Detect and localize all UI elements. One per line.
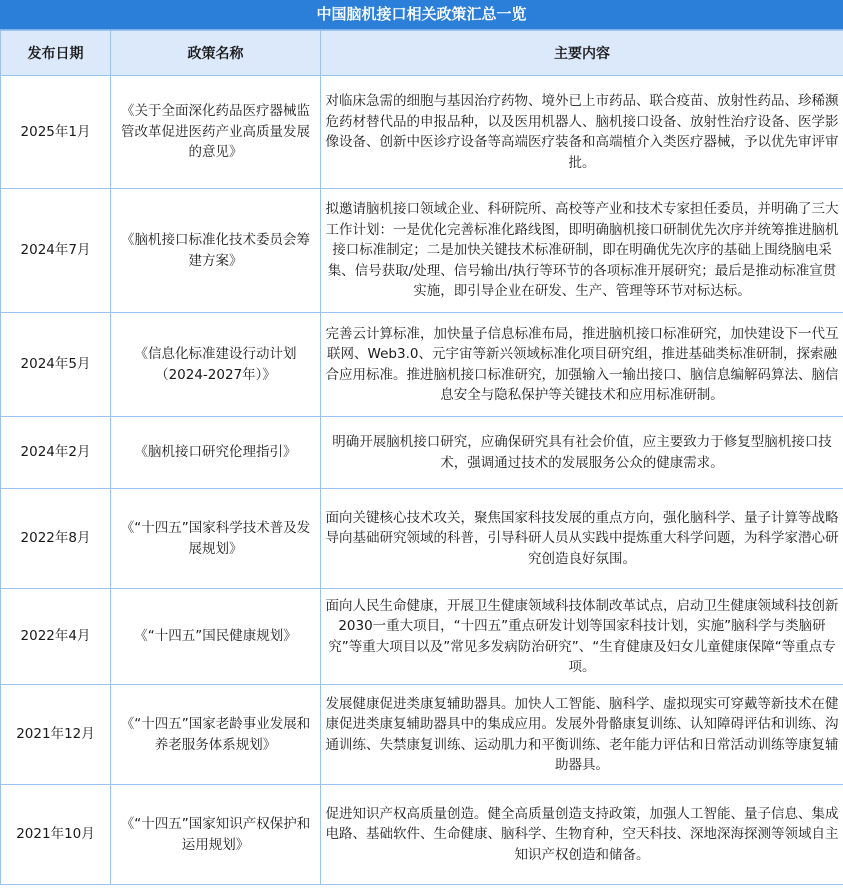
- row-policy-name: 《“十四五”国民健康规划》: [111, 589, 321, 685]
- row-main-content: 对临床急需的细胞与基因治疗药物、境外已上市药品、联合疫苗、放射性药品、珍稀濒危药材替代品的申报品种，以及医用机器人、脑机接口设备、放射性治疗设备、医学影像设备、创新中医诊疗设备等高端医疗装备和高端植介入类医疗器械，予以优先审评审批。: [321, 76, 843, 189]
- table-title: 中国脑机接口相关政策汇总一览: [0, 0, 843, 30]
- row-main-content: 拟邀请脑机接口领域企业、科研院所、高校等产业和技术专家担任委员，并明确了三大工作计划：一是优化完善标准化路线图，即明确脑机接口研制优先次序并统筹推进脑机接口标准制定；二是加快关键技术标准研制，即在明确优先次序的基础上围绕脑电采集、信号获取/处理、信号输出/执行等环节的各项标准开展研究；最后是推动标准宣贯实施，即引导企业在研发、生产、管理等环节对标达标。: [321, 189, 843, 313]
- row-main-content: 完善云计算标准，加快量子信息标准布局，推进脑机接口标准研究，加快建设下一代互联网、Web3.0、元宇宙等新兴领域标准化项目研究组，推进基础类标准研制，探索融合应用标准。推进脑机接口标准研究，加强输入一输出接口、脑信息编解码算法、脑信息安全与隐私保护等关键技术和应用标准研制。: [321, 313, 843, 417]
- row-main-content: 促进知识产权高质量创造。健全高质量创造支持政策，加强人工智能、量子信息、集成电路、基础软件、生命健康、脑科学、生物育种，空天科技、深地深海探测等领域自主知识产权创造和储备。: [321, 785, 843, 885]
- table-row: [1, 785, 843, 885]
- table-row: [1, 313, 843, 417]
- table-row: [1, 417, 843, 489]
- table-row: [1, 189, 843, 313]
- table-row: [1, 489, 843, 589]
- row-policy-name: 《“十四五”国家知识产权保护和运用规划》: [111, 785, 321, 885]
- table-row: [1, 76, 843, 189]
- row-date: 2021年12月: [1, 685, 111, 785]
- row-date: 2024年7月: [1, 189, 111, 313]
- row-date: 2024年2月: [1, 417, 111, 489]
- row-date: 2022年8月: [1, 489, 111, 589]
- header-main-content: 主要内容: [321, 31, 843, 76]
- row-main-content: 发展健康促进类康复辅助器具。加快人工智能、脑科学、虚拟现实可穿戴等新技术在健康促进类康复辅助器具中的集成应用。发展外骨骼康复训练、认知障碍评估和训练、沟通训练、失禁康复训练、运动肌力和平衡训练、老年能力评估和日常活动训练等康复辅助器具。: [321, 685, 843, 785]
- row-date: 2021年10月: [1, 785, 111, 885]
- row-date: 2025年1月: [1, 76, 111, 189]
- table-row: [1, 589, 843, 685]
- row-date: 2022年4月: [1, 589, 111, 685]
- policy-table: [0, 30, 843, 885]
- table-header-row: [1, 31, 843, 76]
- row-main-content: 面向人民生命健康，开展卫生健康领域科技体制改革试点，启动卫生健康领域科技创新2030一重大项目，“十四五”重点研发计划等国家科技计划，实施”脑科学与类脑研究”等重大项目以及”常见多发病防治研究”、“生育健康及妇女儿童健康保障“等重点专项。: [321, 589, 843, 685]
- row-policy-name: 《“十四五”国家老龄事业发展和养老服务体系规划》: [111, 685, 321, 785]
- row-policy-name: 《脑机接口标准化技术委员会筹建方案》: [111, 189, 321, 313]
- row-policy-name: 《脑机接口研究伦理指引》: [111, 417, 321, 489]
- table-row: [1, 685, 843, 785]
- row-main-content: 明确开展脑机接口研究，应确保研究具有社会价值，应主要致力于修复型脑机接口技术，强调通过技术的发展服务公众的健康需求。: [321, 417, 843, 489]
- row-date: 2024年5月: [1, 313, 111, 417]
- row-main-content: 面向关键核心技术攻关，聚焦国家科技发展的重点方向，强化脑科学、量子计算等战略导向基础研究领域的科普，引导科研人员从实践中提炼重大科学问题，为科学家潜心研究创造良好氛围。: [321, 489, 843, 589]
- header-date: 发布日期: [1, 31, 111, 76]
- header-policy-name: 政策名称: [111, 31, 321, 76]
- row-policy-name: 《“十四五”国家科学技术普及发展规划》: [111, 489, 321, 589]
- row-policy-name: 《关于全面深化药品医疗器械监管改革促进医药产业高质量发展的意见》: [111, 76, 321, 189]
- row-policy-name: 《信息化标准建设行动计划（2024-2027年）》: [111, 313, 321, 417]
